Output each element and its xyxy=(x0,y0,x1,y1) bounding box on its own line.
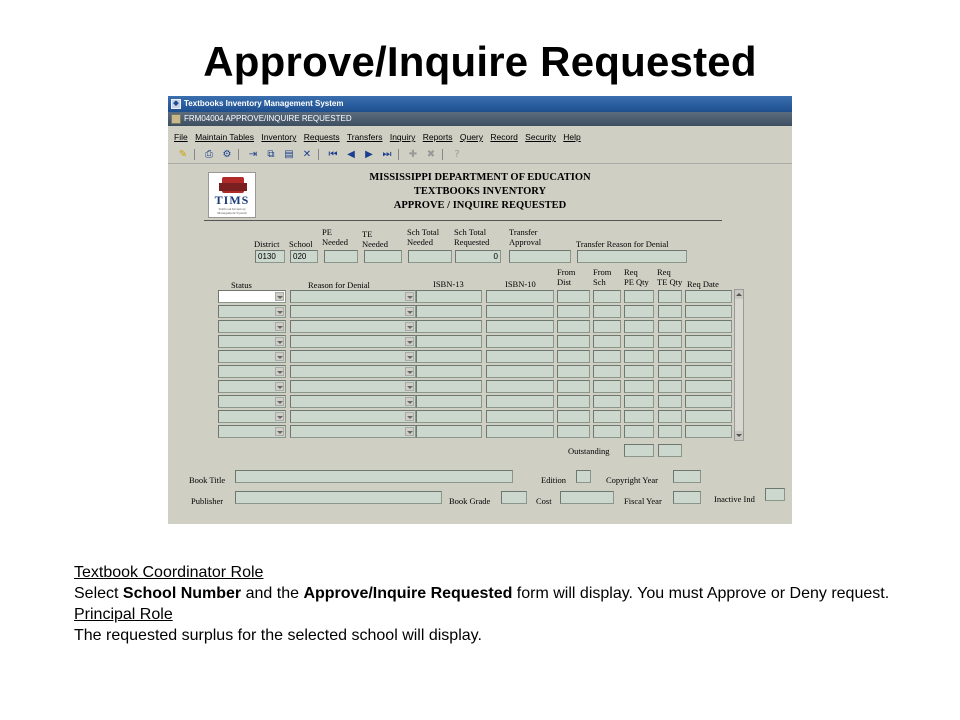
status-combo[interactable] xyxy=(218,320,286,333)
req-pe-cell[interactable] xyxy=(624,335,654,348)
book-grade-field[interactable] xyxy=(501,491,527,504)
chevron-down-icon[interactable] xyxy=(275,322,284,331)
status-combo[interactable] xyxy=(218,365,286,378)
book-title-field[interactable] xyxy=(235,470,513,483)
fiscal-year-label: Fiscal Year xyxy=(624,496,662,506)
next-record-icon[interactable]: ▶ xyxy=(365,149,373,160)
chevron-down-icon[interactable] xyxy=(405,382,414,391)
req-te-cell[interactable] xyxy=(658,425,682,438)
from-dist-cell[interactable] xyxy=(557,335,590,348)
isbn13-cell[interactable] xyxy=(416,305,482,318)
chevron-down-icon[interactable] xyxy=(405,292,414,301)
menu-query[interactable]: Query xyxy=(459,132,484,142)
status-combo[interactable] xyxy=(218,380,286,393)
header-line-3: APPROVE / INQUIRE REQUESTED xyxy=(393,200,567,211)
delete-icon[interactable]: ✕ xyxy=(302,149,312,160)
menu-record[interactable]: Record xyxy=(490,132,518,142)
transfer-approval-label: Transfer Approval xyxy=(509,227,542,247)
app-window xyxy=(168,96,792,524)
req-te-cell[interactable] xyxy=(658,395,682,408)
publisher-field[interactable] xyxy=(235,491,442,504)
window-title: Textbooks Inventory Management System xyxy=(184,99,344,108)
save-icon[interactable]: ✎ xyxy=(178,149,188,160)
coordinator-role-text xyxy=(74,583,904,604)
isbn13-header: ISBN-13 xyxy=(433,279,464,289)
te-needed-label: TE Needed xyxy=(362,229,388,249)
isbn13-cell[interactable] xyxy=(416,410,482,423)
req-pe-cell[interactable] xyxy=(624,395,654,408)
isbn13-cell[interactable] xyxy=(416,395,482,408)
from-sch-cell[interactable] xyxy=(593,365,621,378)
inactive-ind-label: Inactive Ind xyxy=(714,494,755,504)
school-field[interactable]: 020 xyxy=(290,250,318,263)
menu-maintain-tables[interactable]: Maintain Tables xyxy=(195,132,254,142)
chevron-down-icon[interactable] xyxy=(405,367,414,376)
req-te-cell[interactable] xyxy=(658,290,682,303)
req-date-cell[interactable] xyxy=(685,380,732,393)
chevron-down-icon[interactable] xyxy=(275,352,284,361)
chevron-down-icon[interactable] xyxy=(275,382,284,391)
from-dist-cell[interactable] xyxy=(557,380,590,393)
req-te-cell[interactable] xyxy=(658,380,682,393)
status-combo[interactable] xyxy=(218,410,286,423)
paste-icon[interactable]: ▤ xyxy=(284,149,294,160)
note-text-3: form will display. You must Approve or Deny request. xyxy=(512,585,890,602)
menu-bar xyxy=(168,128,792,144)
window-titlebar xyxy=(168,96,792,112)
last-record-icon[interactable]: ⏭ xyxy=(382,149,392,160)
status-combo[interactable] xyxy=(218,290,286,303)
isbn10-cell[interactable] xyxy=(486,380,554,393)
remove-record-icon[interactable]: ✖ xyxy=(426,149,436,160)
print-setup-icon[interactable]: ⚙ xyxy=(222,149,232,160)
reason-combo[interactable] xyxy=(290,305,416,318)
from-sch-cell[interactable] xyxy=(593,320,621,333)
sch-total-needed-label: Sch Total Needed xyxy=(407,227,440,247)
status-combo[interactable] xyxy=(218,395,286,408)
exit-icon[interactable]: ⇥ xyxy=(248,149,258,160)
reason-combo[interactable] xyxy=(290,380,416,393)
chevron-down-icon[interactable] xyxy=(405,397,414,406)
slide-title: Approve/Inquire Requested xyxy=(203,38,757,85)
chevron-down-icon[interactable] xyxy=(275,397,284,406)
outstanding-pe-field[interactable] xyxy=(624,444,654,457)
isbn10-cell[interactable] xyxy=(486,350,554,363)
form-icon xyxy=(171,114,181,124)
fiscal-year-field[interactable] xyxy=(673,491,701,504)
from-dist-cell[interactable] xyxy=(557,410,590,423)
toolbar xyxy=(168,146,792,164)
isbn10-cell[interactable] xyxy=(486,335,554,348)
tims-logo: TIMS Textbook Inventory Management System xyxy=(208,172,256,218)
chevron-down-icon[interactable] xyxy=(275,412,284,421)
from-dist-header: From Dist xyxy=(557,267,576,287)
from-sch-cell[interactable] xyxy=(593,395,621,408)
outstanding-te-field[interactable] xyxy=(658,444,682,457)
req-date-cell[interactable] xyxy=(685,335,732,348)
status-header: Status xyxy=(231,280,252,290)
req-te-cell[interactable] xyxy=(658,410,682,423)
chevron-down-icon[interactable] xyxy=(275,337,284,346)
isbn13-cell[interactable] xyxy=(416,425,482,438)
from-dist-cell[interactable] xyxy=(557,425,590,438)
from-sch-cell[interactable] xyxy=(593,380,621,393)
isbn10-cell[interactable] xyxy=(486,410,554,423)
reason-combo[interactable] xyxy=(290,335,416,348)
isbn10-cell[interactable] xyxy=(486,305,554,318)
chevron-down-icon[interactable] xyxy=(275,427,284,436)
from-sch-cell[interactable] xyxy=(593,305,621,318)
coordinator-role-heading: Textbook Coordinator Role xyxy=(74,564,264,581)
req-pe-cell[interactable] xyxy=(624,305,654,318)
from-sch-cell[interactable] xyxy=(593,290,621,303)
slide-notes xyxy=(74,562,904,646)
status-combo[interactable] xyxy=(218,335,286,348)
menu-help[interactable]: Help xyxy=(563,132,581,142)
school-label: School xyxy=(289,239,313,249)
chevron-down-icon[interactable] xyxy=(275,367,284,376)
te-needed-field[interactable] xyxy=(364,250,402,263)
edition-label: Edition xyxy=(541,475,567,485)
pe-needed-field[interactable] xyxy=(324,250,358,263)
req-te-cell[interactable] xyxy=(658,350,682,363)
req-date-cell[interactable] xyxy=(685,425,732,438)
isbn13-cell[interactable] xyxy=(416,320,482,333)
req-pe-cell[interactable] xyxy=(624,380,654,393)
req-pe-cell[interactable] xyxy=(624,410,654,423)
chevron-down-icon[interactable] xyxy=(275,307,284,316)
chevron-down-icon[interactable] xyxy=(405,352,414,361)
from-sch-cell[interactable] xyxy=(593,335,621,348)
isbn10-cell[interactable] xyxy=(486,365,554,378)
menu-reports[interactable]: Reports xyxy=(422,132,453,142)
isbn13-cell[interactable] xyxy=(416,350,482,363)
note-text-2: and the xyxy=(241,585,304,602)
form-title: FRM04004 APPROVE/INQUIRE REQUESTED xyxy=(184,114,352,123)
from-dist-cell[interactable] xyxy=(557,305,590,318)
district-label: District xyxy=(254,239,280,249)
req-te-header: Req TE Qty xyxy=(657,267,683,287)
transfer-reason-label: Transfer Reason for Denial xyxy=(576,239,669,249)
note-bold-school-number: School Number xyxy=(122,585,242,602)
menu-inventory[interactable]: Inventory xyxy=(261,132,297,142)
isbn10-cell[interactable] xyxy=(486,395,554,408)
req-pe-header: Req PE Qty xyxy=(624,267,649,287)
status-combo[interactable] xyxy=(218,305,286,318)
req-date-cell[interactable] xyxy=(685,410,732,423)
scroll-up-icon[interactable] xyxy=(735,290,743,299)
chevron-down-icon[interactable] xyxy=(405,427,414,436)
transfer-reason-field[interactable] xyxy=(577,250,687,263)
req-date-cell[interactable] xyxy=(685,320,732,333)
transfer-approval-field[interactable] xyxy=(509,250,571,263)
menu-inquiry[interactable]: Inquiry xyxy=(389,132,416,142)
req-pe-cell[interactable] xyxy=(624,365,654,378)
lock-icon[interactable]: ? xyxy=(454,149,460,160)
edition-field[interactable] xyxy=(576,470,591,483)
inactive-ind-field[interactable] xyxy=(765,488,785,501)
scroll-down-icon[interactable] xyxy=(735,431,743,440)
book-title-label: Book Title xyxy=(189,475,226,485)
isbn10-cell[interactable] xyxy=(486,290,554,303)
chevron-down-icon[interactable] xyxy=(405,307,414,316)
note-bold-form-name: Approve/Inquire Requested xyxy=(303,585,513,602)
publisher-label: Publisher xyxy=(191,496,224,506)
reason-combo[interactable] xyxy=(290,290,416,303)
print-icon[interactable]: ⎙ xyxy=(205,149,213,160)
book-grade-label: Book Grade xyxy=(449,496,491,506)
req-date-cell[interactable] xyxy=(685,305,732,318)
header-line-2: TEXTBOOKS INVENTORY xyxy=(413,186,547,197)
reason-header: Reason for Denial xyxy=(308,280,370,290)
grid-scrollbar[interactable] xyxy=(734,289,744,441)
req-te-cell[interactable] xyxy=(658,335,682,348)
req-te-cell[interactable] xyxy=(658,365,682,378)
from-dist-cell[interactable] xyxy=(557,350,590,363)
req-pe-cell[interactable] xyxy=(624,290,654,303)
form-titlebar xyxy=(168,112,792,126)
req-date-cell[interactable] xyxy=(685,290,732,303)
from-dist-cell[interactable] xyxy=(557,365,590,378)
cost-field[interactable] xyxy=(560,491,614,504)
menu-file[interactable]: File xyxy=(174,132,188,142)
copy-icon[interactable]: ⧉ xyxy=(267,149,275,160)
req-date-cell[interactable] xyxy=(685,395,732,408)
copyright-year-label: Copyright Year xyxy=(606,475,658,485)
chevron-down-icon[interactable] xyxy=(275,292,284,301)
req-pe-cell[interactable] xyxy=(624,425,654,438)
reason-combo[interactable] xyxy=(290,365,416,378)
sch-total-requested-label: Sch Total Requested xyxy=(454,227,490,247)
from-dist-cell[interactable] xyxy=(557,395,590,408)
note-text-1: Select xyxy=(74,585,123,602)
prev-record-icon[interactable]: ◀ xyxy=(347,149,355,160)
isbn13-cell[interactable] xyxy=(416,290,482,303)
outstanding-label: Outstanding xyxy=(568,446,610,456)
req-te-cell[interactable] xyxy=(658,305,682,318)
principal-role-heading: Principal Role xyxy=(74,606,173,623)
header-line-1: MISSISSIPPI DEPARTMENT OF EDUCATION xyxy=(369,172,591,183)
reason-combo[interactable] xyxy=(290,410,416,423)
isbn10-cell[interactable] xyxy=(486,320,554,333)
isbn10-header: ISBN-10 xyxy=(505,279,536,289)
status-combo[interactable] xyxy=(218,350,286,363)
req-pe-cell[interactable] xyxy=(624,320,654,333)
principal-role-text: The requested surplus for the selected school will display. xyxy=(74,627,482,644)
reason-combo[interactable] xyxy=(290,425,416,438)
from-dist-cell[interactable] xyxy=(557,290,590,303)
req-date-header: Req Date xyxy=(687,279,719,289)
pe-needed-label: PE Needed xyxy=(322,227,348,247)
from-sch-cell[interactable] xyxy=(593,350,621,363)
req-date-cell[interactable] xyxy=(685,350,732,363)
menu-transfers[interactable]: Transfers xyxy=(346,132,383,142)
isbn13-cell[interactable] xyxy=(416,380,482,393)
menu-requests[interactable]: Requests xyxy=(303,132,340,142)
reason-combo[interactable] xyxy=(290,395,416,408)
copyright-year-field[interactable] xyxy=(673,470,701,483)
sch-total-needed-field[interactable] xyxy=(408,250,452,263)
chevron-down-icon[interactable] xyxy=(405,322,414,331)
chevron-down-icon[interactable] xyxy=(405,337,414,346)
req-te-cell[interactable] xyxy=(658,320,682,333)
reason-combo[interactable] xyxy=(290,320,416,333)
req-date-cell[interactable] xyxy=(685,365,732,378)
cost-label: Cost xyxy=(536,496,552,506)
status-combo[interactable] xyxy=(218,425,286,438)
isbn13-cell[interactable] xyxy=(416,335,482,348)
chevron-down-icon[interactable] xyxy=(405,412,414,421)
header-divider xyxy=(204,220,722,221)
district-field[interactable]: 0130 xyxy=(255,250,285,263)
from-sch-header: From Sch xyxy=(593,267,612,287)
req-pe-cell[interactable] xyxy=(624,350,654,363)
app-icon: ◆ xyxy=(171,99,181,109)
insert-record-icon[interactable]: ✚ xyxy=(408,149,418,160)
first-record-icon[interactable]: ⏮ xyxy=(328,149,338,160)
menu-security[interactable]: Security xyxy=(525,132,556,142)
sch-total-requested-field[interactable]: 0 xyxy=(455,250,501,263)
from-sch-cell[interactable] xyxy=(593,410,621,423)
isbn13-cell[interactable] xyxy=(416,365,482,378)
from-dist-cell[interactable] xyxy=(557,320,590,333)
isbn10-cell[interactable] xyxy=(486,425,554,438)
from-sch-cell[interactable] xyxy=(593,425,621,438)
reason-combo[interactable] xyxy=(290,350,416,363)
